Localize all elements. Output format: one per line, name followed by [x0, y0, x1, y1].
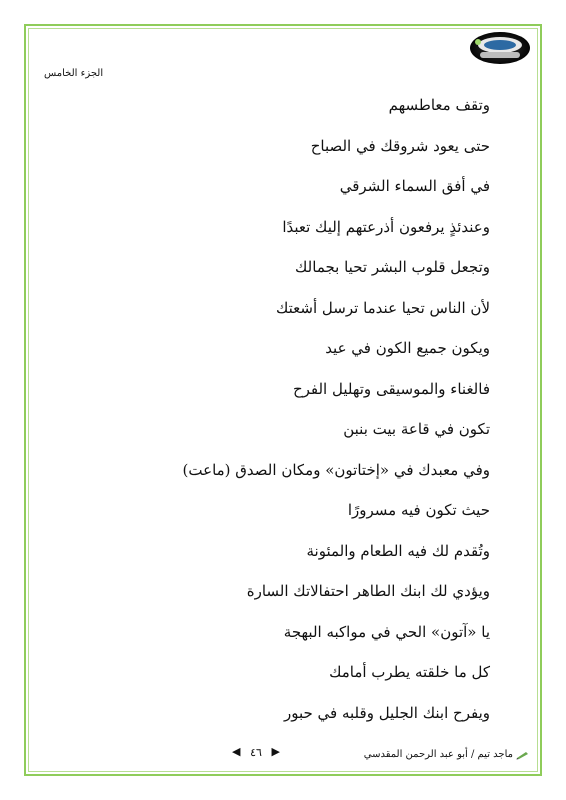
next-arrow-icon[interactable]: ▶	[271, 745, 280, 758]
page-number-nav	[232, 744, 280, 760]
poem-line: يا «آتون» الحي في مواكبه البهجة	[283, 622, 490, 641]
poem-line: وتُقدم لك فيه الطعام والمئونة	[306, 541, 490, 560]
poem-line: وتقف معاطسهم	[388, 96, 490, 114]
poem-line: وفي معبدك في «إختاتون» ومكان الصدق (ماعت)	[182, 460, 490, 479]
page-number: ٤٦	[250, 745, 262, 759]
poem-lines	[70, 92, 490, 740]
book-logo-icon	[468, 30, 532, 66]
header-part-label: الجزء الخامس	[44, 68, 104, 79]
poem-line: لأن الناس تحيا عندما ترسل أشعتك	[276, 298, 490, 317]
poem-line: تكون في قاعة بيت بنبن	[343, 420, 490, 438]
poem-line: ويكون جميع الكون في عيد	[325, 339, 490, 357]
poem-line: وعندئذٍ يرفعون أذرعتهم إليك تعبدًا	[282, 217, 490, 236]
author-name: ماجد تيم / أبو عبد الرحمن المقدسي	[363, 749, 513, 760]
poem-line: ويؤدي لك ابنك الطاهر احتفالاتك السارة	[246, 582, 490, 600]
poem-line: ويفرح ابنك الجليل وقلبه في حبور	[283, 703, 490, 722]
poem-line: فالغناء والموسيقى وتهليل الفرح	[292, 379, 490, 398]
poem-line: في أفق السماء الشرقي	[339, 177, 490, 195]
poem-line: حيث تكون فيه مسرورًا	[347, 501, 490, 519]
pen-icon	[516, 750, 530, 760]
poem-line: وتجعل قلوب البشر تحيا بجمالك	[295, 258, 490, 276]
footer-author	[364, 749, 530, 760]
poem-line: حتى يعود شروقك في الصباح	[310, 136, 490, 155]
prev-arrow-icon[interactable]: ◀	[232, 745, 241, 758]
poem-line: كل ما خلقته يطرب أمامك	[329, 663, 490, 681]
